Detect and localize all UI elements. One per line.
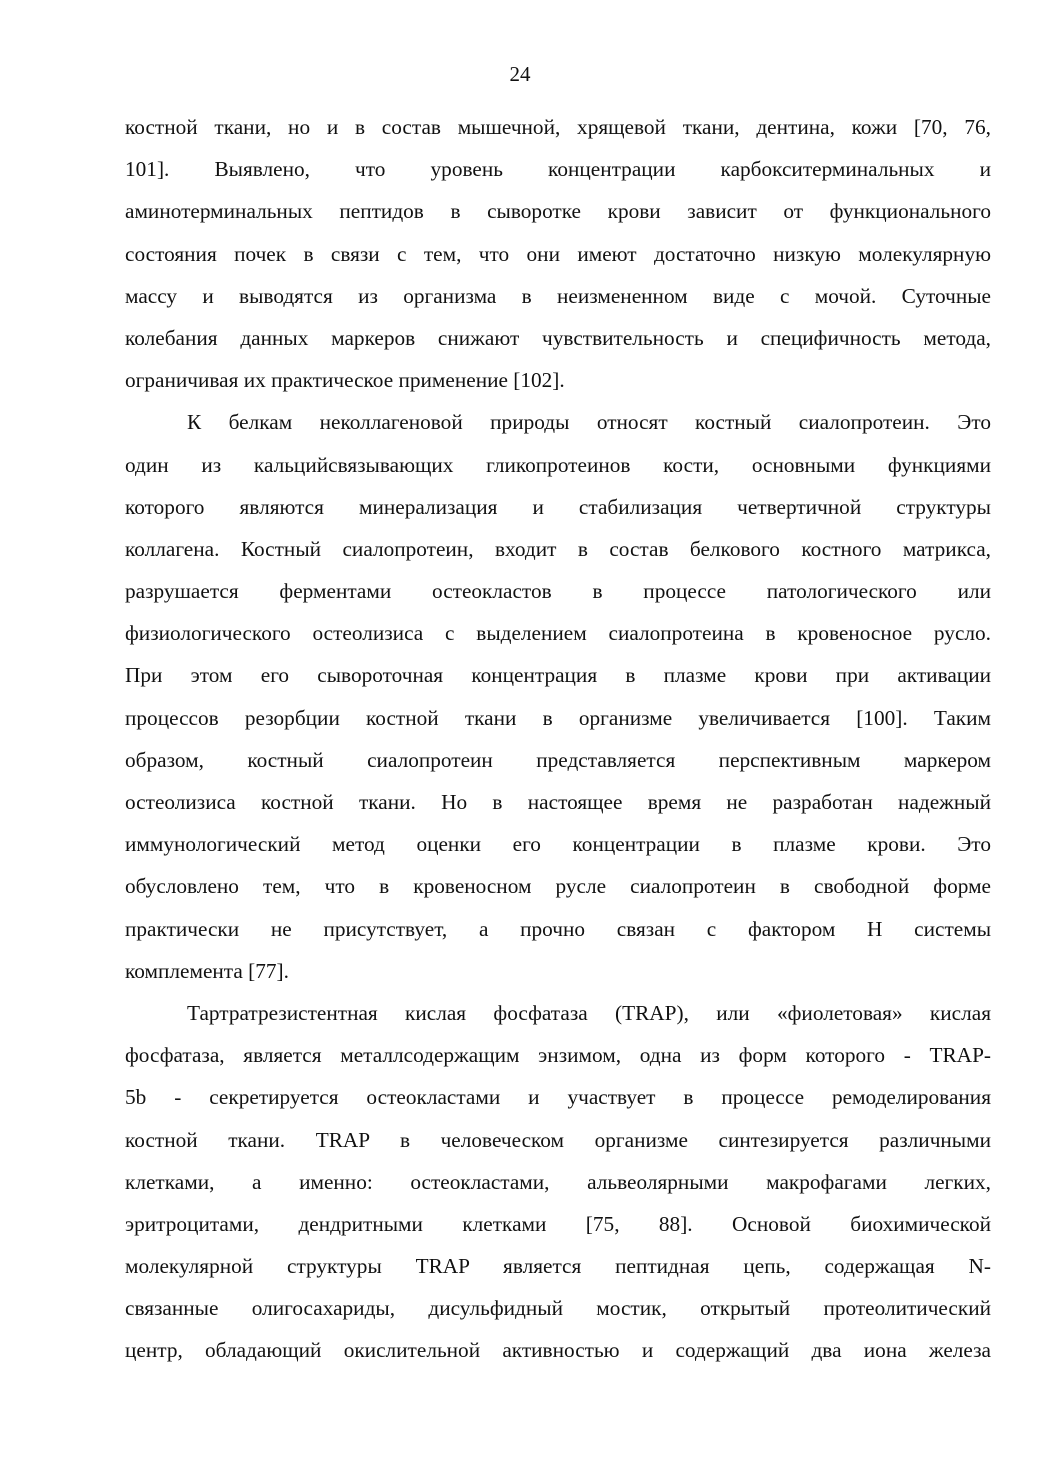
text-line: связанные олигосахариды, дисульфидный мостик, открытый протеолитический bbox=[125, 1296, 991, 1321]
text-line: остеолизиса костной ткани. Но в настоящее время не разработан надежный bbox=[125, 790, 991, 814]
text-line: процессов резорбции костной ткани в организме увеличивается [100]. Таким bbox=[125, 705, 991, 730]
text-line: К белкам неколлагеновой природы относят костный сиалопротеин. Это bbox=[187, 410, 991, 435]
text-line: ограничивая их практическое применение [102]. bbox=[125, 368, 565, 393]
text-line: разрушается ферментами остеокластов в процессе патологического или bbox=[125, 579, 991, 604]
text-line: коллагена. Костный сиалопротеин, входит в состав белкового костного матрикса, bbox=[125, 536, 991, 561]
paragraph-3 bbox=[125, 992, 991, 1372]
text-line: 101]. Выявлено, что уровень концентрации карбокситерминальных и bbox=[125, 157, 991, 182]
text-line: обусловлено тем, что в кровеносном русле сиалопротеин в свободной форме bbox=[125, 874, 991, 899]
text-line: практически не присутствует, а прочно связан с фактором Н системы bbox=[125, 916, 991, 941]
paragraph-2 bbox=[125, 401, 991, 992]
text-line: При этом его сывороточная концентрация в плазме крови при активации bbox=[125, 663, 991, 688]
text-line: физиологического остеолизиса с выделением сиалопротеина в кровеносное русло. bbox=[125, 621, 991, 646]
body-text bbox=[125, 106, 991, 1372]
text-line: фосфатаза, является металлсодержащим энзимом, одна из форм которого - TRAP- bbox=[125, 1043, 991, 1068]
paragraph-1 bbox=[125, 106, 991, 401]
text-line: Тартратрезистентная кислая фосфатаза (TRAP), или «фиолетовая» кислая bbox=[187, 1000, 991, 1025]
text-line: костной ткани. TRAP в человеческом организме синтезируется различными bbox=[125, 1127, 991, 1152]
text-line: состояния почек в связи с тем, что они имеют достаточно низкую молекулярную bbox=[125, 241, 991, 266]
text-line: эритроцитами, дендритными клетками [75, 88]. Основой биохимической bbox=[125, 1211, 991, 1236]
text-line: колебания данных маркеров снижают чувствительность и специфичность метода, bbox=[125, 325, 991, 350]
text-line: аминотерминальных пептидов в сыворотке крови зависит от функционального bbox=[125, 199, 991, 224]
text-line: иммунологический метод оценки его концентрации в плазме крови. Это bbox=[125, 832, 991, 857]
text-line: клетками, а именно: остеокластами, альвеолярными макрофагами легких, bbox=[125, 1169, 991, 1194]
text-line: массу и выводятся из организма в неизмененном виде с мочой. Суточные bbox=[125, 283, 991, 308]
text-line: образом, костный сиалопротеин представляется перспективным маркером bbox=[125, 747, 991, 772]
page-number: 24 bbox=[509, 62, 531, 86]
text-line: костной ткани, но и в состав мышечной, хрящевой ткани, дентина, кожи [70, 76, bbox=[125, 115, 991, 139]
text-line: которого являются минерализация и стабилизация четвертичной структуры bbox=[125, 494, 991, 519]
text-line: один из кальцийсвязывающих гликопротеинов кости, основными функциями bbox=[125, 452, 991, 477]
text-line: комплемента [77]. bbox=[125, 958, 289, 983]
text-line: 5b - секретируется остеокластами и участвует в процессе ремоделирования bbox=[125, 1085, 991, 1110]
text-line: центр, обладающий окислительной активностью и содержащий два иона железа bbox=[125, 1338, 991, 1363]
text-line: молекулярной структуры TRAP является пептидная цепь, содержащая N- bbox=[125, 1254, 991, 1279]
